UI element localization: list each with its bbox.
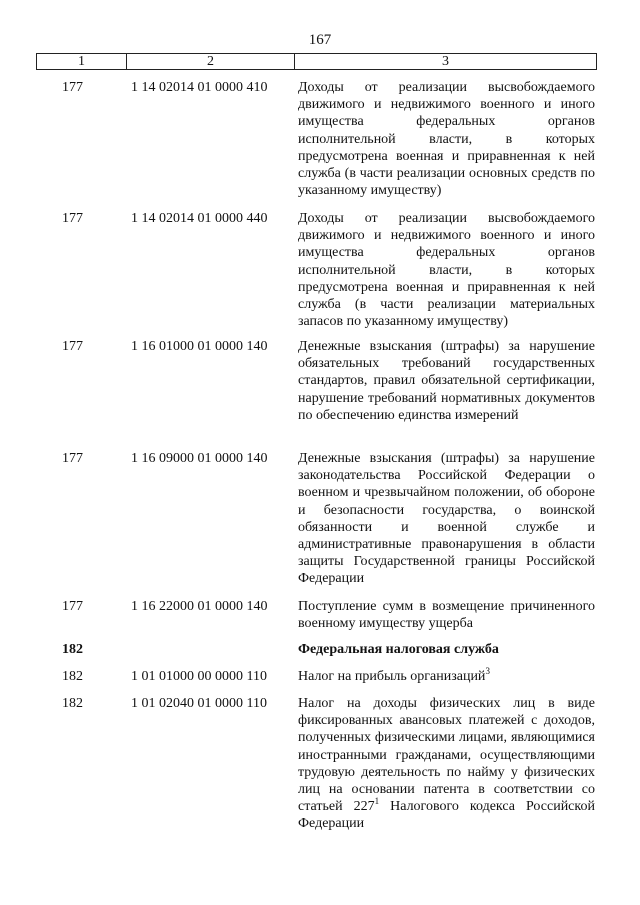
column-number-3: 3 (442, 54, 449, 69)
row-description-text: Налог на прибыль организаций (298, 669, 486, 684)
admin-code: 182 (62, 642, 83, 657)
budget-code: 1 16 01000 01 0000 140 (131, 339, 268, 354)
admin-code: 182 (62, 669, 83, 684)
row-description: Денежные взыскания (штрафы) за нарушение обязательных требований государственных стандартов, правил обязательной сертификации, нарушение требований нормативных документов по обеспечению единства измерений (298, 339, 595, 423)
admin-code: 177 (62, 80, 83, 95)
admin-code: 177 (62, 599, 83, 614)
column-number-1: 1 (37, 54, 127, 69)
footnote-marker: 3 (485, 666, 490, 676)
row-description-text: Налог на доходы физических лиц в виде фиксированных авансовых платежей с доходов, полученных физическими лицами, являющимися иностранными гражданами, осуществляющими трудовую деятельность по найму у физических лиц на основании патента в соответствии со статьей 227 (298, 696, 595, 815)
admin-code: 182 (62, 696, 83, 711)
row-description (298, 668, 595, 685)
admin-code: 177 (62, 211, 83, 226)
budget-code: 1 16 22000 01 0000 140 (131, 599, 268, 614)
column-number-2: 2 (127, 54, 295, 69)
admin-code: 177 (62, 451, 83, 466)
budget-code: 1 01 01000 00 0000 110 (131, 669, 267, 684)
page-number: 167 (308, 32, 332, 48)
admin-code: 177 (62, 339, 83, 354)
budget-code: 1 14 02014 01 0000 440 (131, 211, 268, 226)
budget-code: 1 16 09000 01 0000 140 (131, 451, 268, 466)
table-column-header (36, 53, 597, 70)
row-description-tail: Налогового кодекса Российской Федерации (298, 799, 595, 832)
budget-code: 1 01 02040 01 0000 110 (131, 696, 267, 711)
section-title: Федеральная налоговая служба (298, 642, 499, 657)
budget-code: 1 14 02014 01 0000 410 (131, 80, 268, 95)
row-description: Поступление сумм в возмещение причиненного военному имуществу ущерба (298, 599, 595, 632)
row-description: Денежные взыскания (штрафы) за нарушение законодательства Российской Федерации о военном и чрезвычайном положении, об обороне и безопасности государства, о воинской обязанности и военной службе и административные правонарушения в области защиты Государственной границы Российской Федерации (298, 451, 595, 587)
row-description: Доходы от реализации высвобождаемого движимого и недвижимого военного и иного имущества федеральных органов исполнительной власти, в которых предусмотрена военная и приравненная к ней служба (в части реализации материальных запасов по указанному имуществу) (298, 211, 595, 330)
footnote-marker: 1 (374, 796, 380, 807)
row-description: Доходы от реализации высвобождаемого движимого и недвижимого военного и иного имущества федеральных органов исполнительной власти, в которых предусмотрена военная и приравненная к ней служба (в части реализации основных средств по указанному имуществу) (298, 80, 595, 199)
row-description (298, 695, 595, 833)
